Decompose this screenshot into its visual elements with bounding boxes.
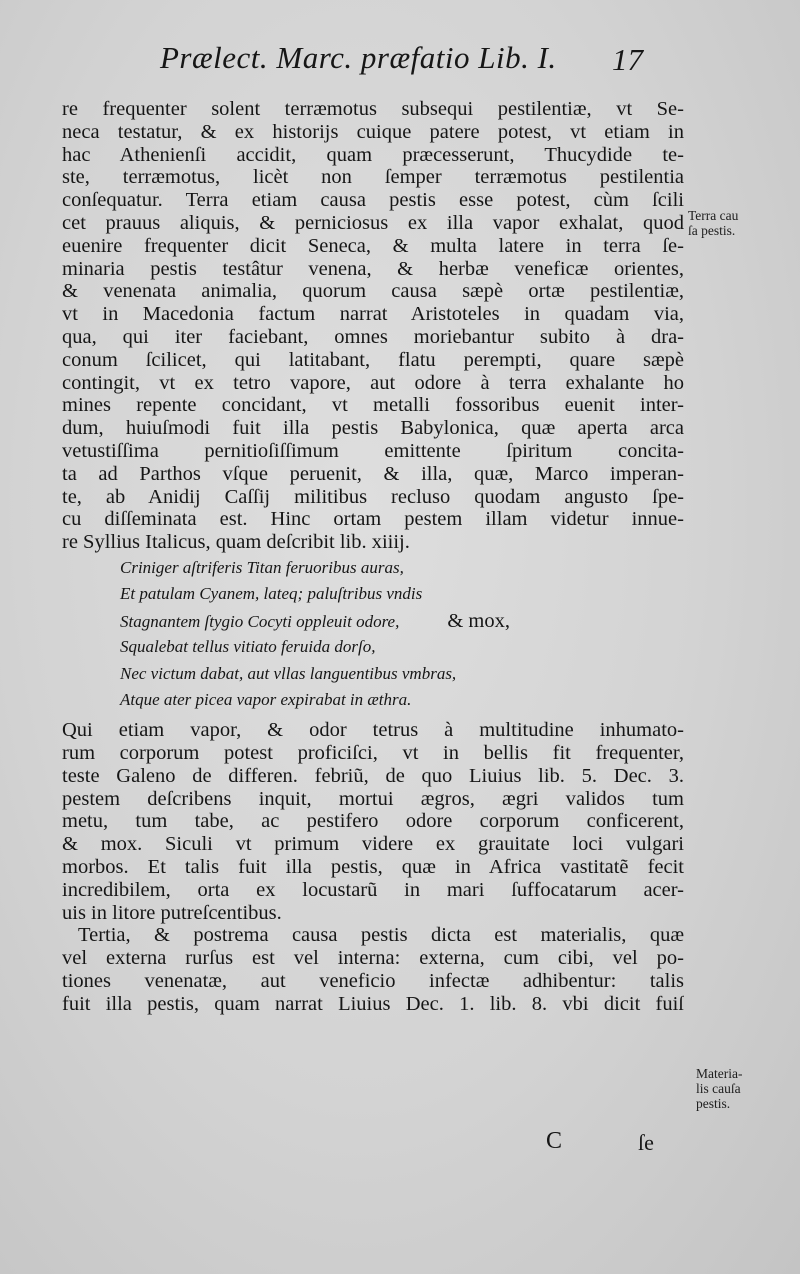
text-line: vt in Macedonia factum narrat Aristoteles in quadam via, [62,303,684,326]
text-line: ta ad Parthos vſque peruenit, & illa, quæ, Marco imperan- [62,462,684,485]
text-line: conſequatur. Terra etiam causa pestis esse potest, cùm ſcili [62,189,684,212]
text-line: metu, tum tabe, ac pestifero odore corporum conficerent, [62,810,684,833]
text-line: ste, terræmotus, licèt non ſemper terræmotus pestilentia [62,166,684,189]
text-line: re Syllius Italicus, quam deſcribit lib. xiiij. [62,531,410,554]
verse-text: Atque ater picea vapor expirabat in æthra. [120,689,412,709]
margin-note-line: lis cauſa [696,1081,741,1096]
paragraph-third [62,924,684,1015]
text-line: cu diſſeminata est. Hinc ortam pestem illam videtur innue- [62,508,684,531]
text-line: uis in litore putreſcentibus. [62,901,282,924]
text-line: rum corporum potest proficiſci, vt in bellis fit frequenter, [62,742,684,765]
page-number: 17 [612,42,643,77]
verse-text: Nec victum dabat, aut vllas languentibus vmbras, [120,663,457,683]
verse-text: Stagnantem ſtygio Cocyti oppleuit odore, [120,611,400,631]
paragraph-first [62,98,684,554]
margin-note-line: Terra cau [688,208,739,223]
catchword: ſe [638,1130,654,1155]
verse-line [62,661,684,687]
text-line: cet prauus aliquis, & perniciosus ex illa vapor exhalat, quod [62,211,684,234]
text-line: qua, qui iter faciebant, omnes moriebantur subito à dra- [62,325,684,348]
verse-text: Squalebat tellus vitiato feruida dorſo, [120,637,376,657]
margin-note-materialis [696,1066,772,1111]
text-line: teste Galeno de differen. febriũ, de quo Liuius lib. 5. Dec. 3. [62,764,684,787]
text-line: & venenata animalia, quorum causa sæpè ortæ pestilentiæ, [62,280,684,303]
main-text [62,98,684,1016]
signature-mark: C [546,1128,563,1154]
text-line: conum ſcilicet, qui latitabant, flatu perempti, quare sæpè [62,348,684,371]
text-line: neca testatur, & ex historijs cuique patere potest, vt etiam in [62,120,684,143]
text-line: re frequenter solent terræmotus subsequi pestilentiæ, vt Se- [62,98,684,120]
verse-text: Criniger aſtriferis Titan feruoribus auras, [120,557,404,577]
text-line: minaria pestis testâtur venena, & herbæ veneficæ orientes, [62,257,684,280]
text-line: incredibilem, orta ex locustarũ in mari ſuffocatarum acer- [62,878,684,901]
verse-text: Et patulam Cyanem, lateq; paluſtribus vndis [120,584,423,604]
text-line: Qui etiam vapor, & odor tetrus à multitudine inhumato- [62,719,684,742]
text-line: Tertia, & postrema causa pestis dicta est materialis, quæ [78,924,684,947]
margin-note-terra [688,208,768,238]
verse-line [62,687,684,713]
margin-note-line: Materia- [696,1066,743,1081]
text-line: mines repente concidant, vt metalli fossoribus euenit inter- [62,394,684,417]
text-line: pestem deſcribens inquit, mortui ægros, ægri validos tum [62,787,684,810]
page-header [160,40,660,84]
verse-line [62,634,684,660]
paragraph-second [62,719,684,924]
verse-tail-text: & mox, [447,609,511,632]
text-line: hac Athenienſi accidit, quam præcesserunt, Thucydide te- [62,143,684,166]
verse-line [62,555,684,581]
text-line: contingit, vt ex tetro vapore, aut odore à terra exhalante ho [62,371,684,394]
verse-quotation [62,555,684,713]
text-line: te, ab Anidij Caſſij militibus recluso quodam angusto ſpe- [62,485,684,508]
margin-note-line: ſa pestis. [688,223,736,238]
text-line: fuit illa pestis, quam narrat Liuius Dec. 1. lib. 8. vbi dicit fuiſ [62,992,684,1015]
text-line: dum, huiuſmodi fuit illa pestis Babylonica, quæ aperta arca [62,417,684,440]
text-line: vel externa rurſus est vel interna: externa, cum cibi, vel po- [62,947,684,970]
running-head: Prælect. Marc. præfatio Lib. I. [160,40,557,75]
verse-line [62,608,684,634]
verse-line [62,581,684,607]
text-line: morbos. Et talis fuit illa pestis, quæ in Africa vastitatẽ fecit [62,856,684,879]
text-line: euenire frequenter dicit Seneca, & multa latere in terra ſe- [62,234,684,257]
text-line: tiones venenatæ, aut veneficio infectæ adhibentur: talis [62,970,684,993]
margin-note-line: pestis. [696,1096,731,1111]
text-line: vetustiſſima pernitioſiſſimum emittente ſpiritum concita- [62,439,684,462]
text-line: & mox. Siculi vt primum videre ex grauitate loci vulgari [62,833,684,856]
